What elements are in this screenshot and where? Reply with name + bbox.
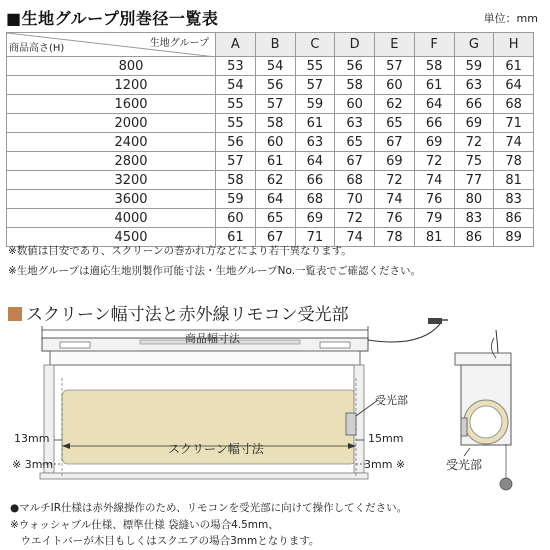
table-corner-header (7, 33, 216, 57)
value-cell: 60 (255, 133, 295, 152)
value-cell: 65 (375, 114, 415, 133)
value-cell: 56 (255, 76, 295, 95)
footnote-line: ウエイトバーが木目もしくはスクエアの場合3mmとなります。 (10, 535, 320, 547)
column-header: D (335, 33, 375, 57)
value-cell: 55 (216, 114, 256, 133)
table-row (7, 57, 534, 76)
height-cell: 2400 (7, 133, 216, 152)
value-cell: 57 (255, 95, 295, 114)
value-cell: 59 (295, 95, 335, 114)
table-row (7, 171, 534, 190)
value-cell: 58 (255, 114, 295, 133)
value-cell: 67 (255, 228, 295, 247)
height-cell: 3600 (7, 190, 216, 209)
right-15mm-label: 15mm (368, 432, 404, 445)
value-cell: 78 (375, 228, 415, 247)
column-header: H (494, 33, 534, 57)
value-cell: 57 (216, 152, 256, 171)
column-header: B (255, 33, 295, 57)
value-cell: 66 (295, 171, 335, 190)
value-cell: 86 (454, 228, 494, 247)
value-cell: 60 (216, 209, 256, 228)
value-cell: 60 (335, 95, 375, 114)
value-cell: 81 (494, 171, 534, 190)
value-cell: 72 (335, 209, 375, 228)
note-line: ※生地グループは適応生地別製作可能寸法・生地グループNo.一覧表でご確認ください。 (8, 265, 422, 277)
value-cell: 61 (414, 76, 454, 95)
value-cell: 59 (454, 57, 494, 76)
value-cell: 63 (335, 114, 375, 133)
value-cell: 68 (335, 171, 375, 190)
value-cell: 67 (335, 152, 375, 171)
column-header: E (375, 33, 415, 57)
table-row (7, 152, 534, 171)
value-cell: 62 (375, 95, 415, 114)
value-cell: 60 (375, 76, 415, 95)
value-cell: 75 (454, 152, 494, 171)
value-cell: 72 (375, 171, 415, 190)
value-cell: 55 (216, 95, 256, 114)
value-cell: 89 (494, 228, 534, 247)
column-header: C (295, 33, 335, 57)
value-cell: 69 (375, 152, 415, 171)
value-cell: 79 (414, 209, 454, 228)
value-cell: 64 (295, 152, 335, 171)
value-cell: 74 (335, 228, 375, 247)
table-title: ■生地グループ別巻径一覧表 (6, 9, 219, 28)
receiver-side-label: 受光部 (446, 458, 483, 472)
section-title-text: スクリーン幅寸法と赤外線リモコン受光部 (26, 305, 349, 325)
value-cell: 57 (375, 57, 415, 76)
roll-diameter-table (6, 32, 534, 247)
value-cell: 83 (494, 190, 534, 209)
value-cell: 64 (414, 95, 454, 114)
value-cell: 66 (454, 95, 494, 114)
height-cell: 2800 (7, 152, 216, 171)
value-cell: 54 (255, 57, 295, 76)
height-cell: 800 (7, 57, 216, 76)
column-header: G (454, 33, 494, 57)
value-cell: 71 (295, 228, 335, 247)
value-cell: 55 (295, 57, 335, 76)
value-cell: 76 (375, 209, 415, 228)
height-cell: 4500 (7, 228, 216, 247)
value-cell: 61 (216, 228, 256, 247)
value-cell: 67 (375, 133, 415, 152)
table-body (7, 57, 534, 247)
value-cell: 68 (494, 95, 534, 114)
value-cell: 69 (414, 133, 454, 152)
value-cell: 64 (494, 76, 534, 95)
value-cell: 83 (454, 209, 494, 228)
value-cell: 57 (295, 76, 335, 95)
value-cell: 59 (216, 190, 256, 209)
footnote-line: ※ウォッシャブル仕様、標準仕様 袋縫いの場合4.5mm、 (10, 519, 279, 531)
value-cell: 68 (295, 190, 335, 209)
height-cell: 1600 (7, 95, 216, 114)
screen-width-label: スクリーン幅寸法 (168, 442, 264, 456)
footnote-line: ●マルチIR仕様は赤外線操作のため、リモコンを受光部に向けて操作してください。 (10, 502, 408, 514)
value-cell: 58 (414, 57, 454, 76)
value-cell: 65 (255, 209, 295, 228)
value-cell: 61 (255, 152, 295, 171)
value-cell: 76 (414, 190, 454, 209)
height-cell: 4000 (7, 209, 216, 228)
value-cell: 70 (335, 190, 375, 209)
value-cell: 61 (494, 57, 534, 76)
table-row (7, 76, 534, 95)
value-cell: 72 (454, 133, 494, 152)
value-cell: 56 (335, 57, 375, 76)
table-row (7, 95, 534, 114)
product-width-label: 商品幅寸法 (185, 332, 240, 345)
value-cell: 56 (216, 133, 256, 152)
value-cell: 64 (255, 190, 295, 209)
value-cell: 74 (414, 171, 454, 190)
value-cell: 61 (295, 114, 335, 133)
value-cell: 72 (414, 152, 454, 171)
receiver-front-label: 受光部 (375, 394, 408, 407)
table-row (7, 133, 534, 152)
table-row (7, 114, 534, 133)
right-3mm-label: 3mm ※ (364, 458, 406, 471)
value-cell: 81 (414, 228, 454, 247)
column-header: F (414, 33, 454, 57)
value-cell: 58 (216, 171, 256, 190)
value-cell: 69 (295, 209, 335, 228)
value-cell: 77 (454, 171, 494, 190)
height-cell: 3200 (7, 171, 216, 190)
value-cell: 74 (375, 190, 415, 209)
value-cell: 53 (216, 57, 256, 76)
table-row (7, 209, 534, 228)
value-cell: 65 (335, 133, 375, 152)
value-cell: 86 (494, 209, 534, 228)
value-cell: 78 (494, 152, 534, 171)
value-cell: 74 (494, 133, 534, 152)
table-header-row (7, 33, 534, 57)
height-header-label: 商品高さ(H) (9, 43, 65, 54)
value-cell: 66 (414, 114, 454, 133)
height-cell: 2000 (7, 114, 216, 133)
group-header-label: 生地グループ (149, 38, 209, 49)
value-cell: 63 (295, 133, 335, 152)
value-cell: 80 (454, 190, 494, 209)
height-cell: 1200 (7, 76, 216, 95)
column-header: A (216, 33, 256, 57)
unit-label: 単位：mm (483, 12, 538, 25)
value-cell: 71 (494, 114, 534, 133)
value-cell: 58 (335, 76, 375, 95)
value-cell: 69 (454, 114, 494, 133)
value-cell: 54 (216, 76, 256, 95)
left-3mm-label: ※ 3mm (12, 458, 54, 471)
left-13mm-label: 13mm (14, 432, 50, 445)
table-row (7, 190, 534, 209)
value-cell: 62 (255, 171, 295, 190)
value-cell: 63 (454, 76, 494, 95)
note-line: ※数値は目安であり、スクリーンの巻かれ方などにより若干異なります。 (8, 245, 352, 257)
